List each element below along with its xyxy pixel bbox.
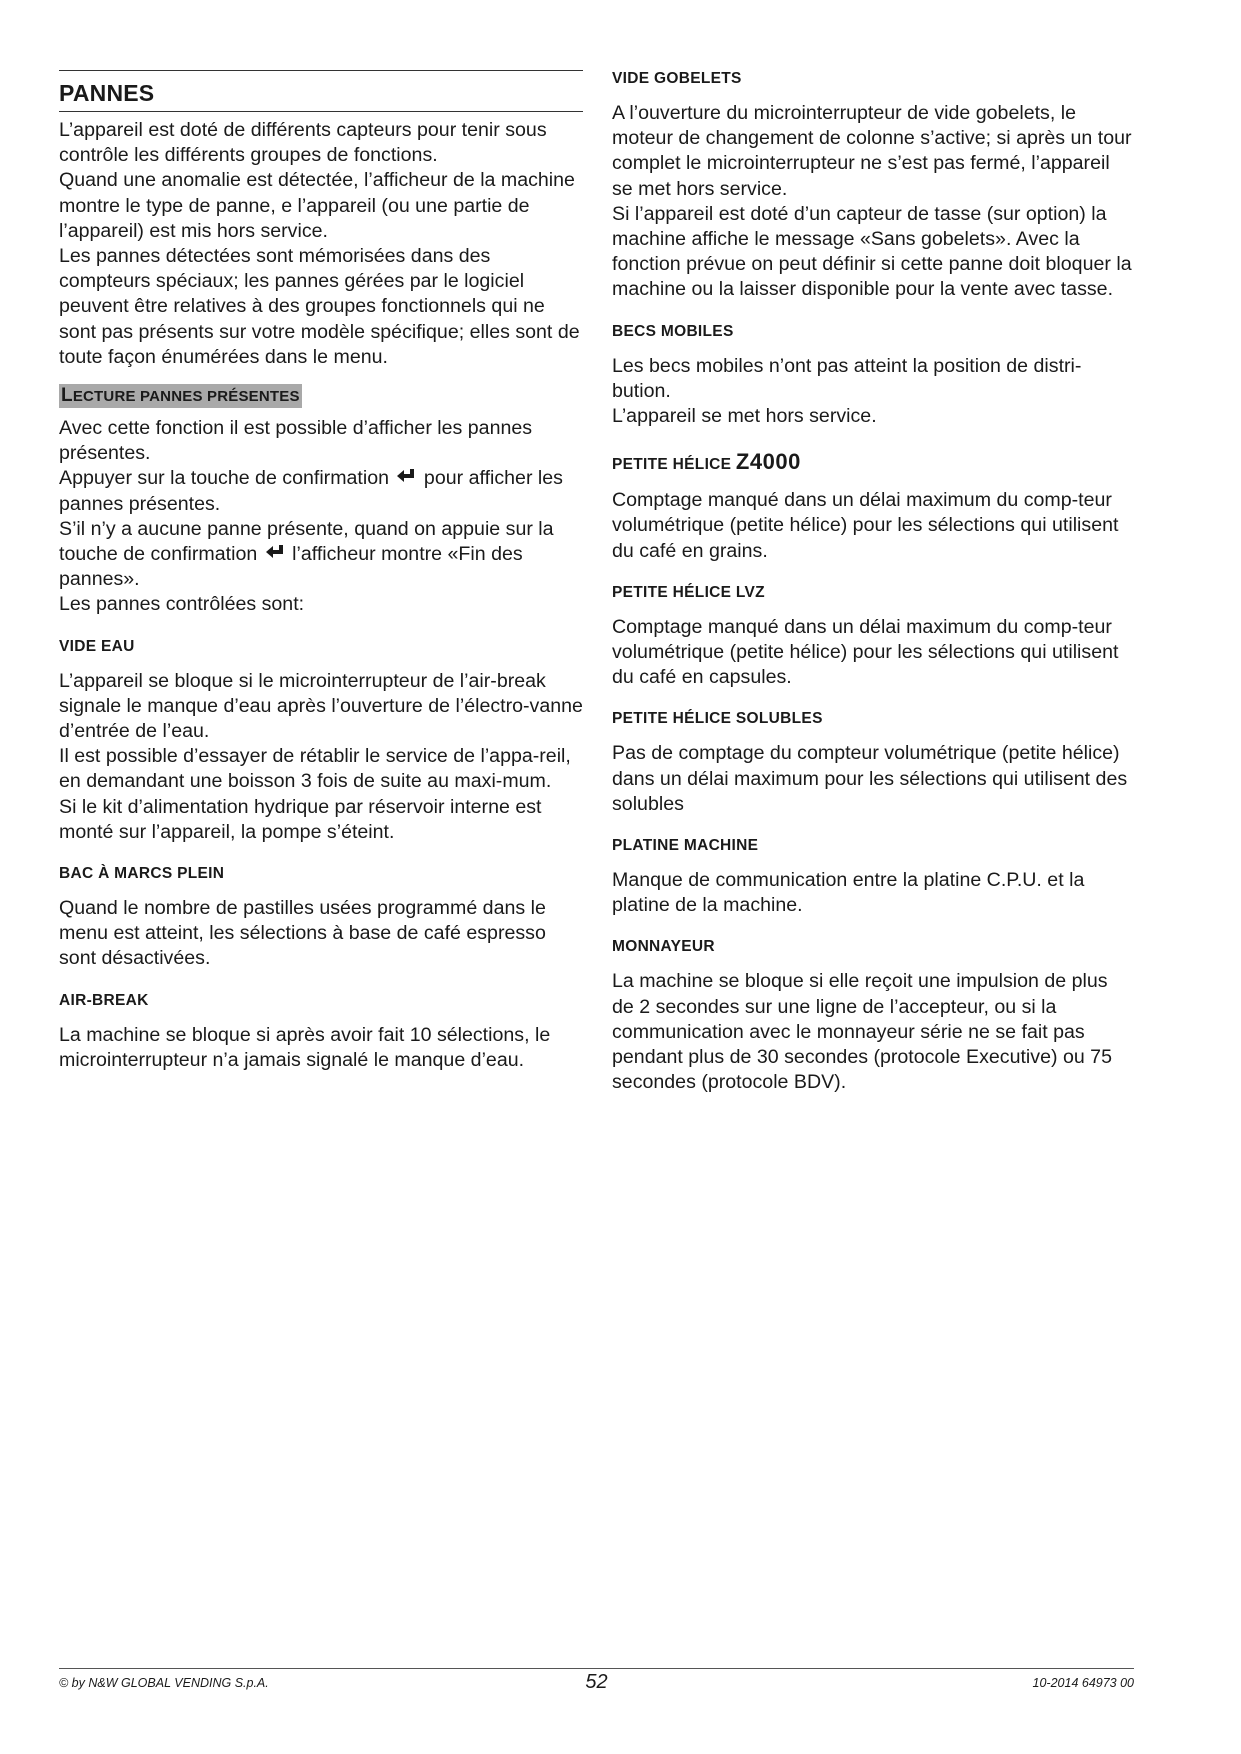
air-break-text: La machine se bloque si après avoir fait 10 sélections, le microinterrupteur n’a jamais signalé le manque d’eau. bbox=[59, 1023, 551, 1071]
vide-eau-paragraph-1: L’appareil se bloque si le microinterrupteur de l’air-break signale le manque d’eau après l’ouverture de l’électro-vanne d’entrée de l’eau. bbox=[59, 669, 583, 743]
intro-paragraph-2: Quand une anomalie est détectée, l’afficheur de la machine montre le type de panne, e l’appareil (ou une partie de l’appareil) est mis hors service. bbox=[59, 169, 575, 242]
vide-eau-paragraph-3: Si le kit d’alimentation hydrique par réservoir interne est monté sur l’appareil, la pompe s’éteint. bbox=[59, 795, 542, 843]
subheading-lecture-pannes: LECTURE PANNES PRÉSENTES bbox=[61, 385, 300, 407]
lecture-paragraph-4: Les pannes contrôlées sont: bbox=[59, 593, 305, 616]
intro-paragraph-3: Les pannes détectées sont mémorisées dans des compteurs spéciaux; les pannes gérées par le logiciel peuvent être relatives à des groupes fonctionnels qui ne sont pas présents sur votre modèle spécifique; elles sont de toute façon énumérées dans le menu. bbox=[59, 245, 580, 368]
platine-machine-text: Manque de communication entre la platine C.P.U. et la platine de la machine. bbox=[612, 869, 1085, 917]
page-footer bbox=[59, 1668, 1134, 1693]
vide-eau-paragraph-2: Il est possible d’essayer de rétablir le service de l’appa-reil, en demandant une boisson 3 fois de suite au maxi-mum. bbox=[59, 745, 571, 793]
petite-helice-lvz-text: Comptage manqué dans un délai maximum du comp-teur volumétrique (petite hélice) pour les sélections qui utilisent du café en capsules. bbox=[612, 615, 1119, 689]
model-z4000: Z4000 bbox=[735, 449, 801, 475]
heading-vide-eau: VIDE EAU bbox=[59, 637, 135, 655]
petite-helice-z4000-text: Comptage manqué dans un délai maximum du comp-teur volumétrique (petite hélice) pour les sélections qui utilisent du café en grains. bbox=[612, 489, 1119, 562]
vide-gobelets-paragraph-1: A l’ouverture du microinterrupteur de vide gobelets, le moteur de changement de colonne s’active; si après un tour complet le microinterrupteur ne s’est pas fermé, l’appareil se met hors service. bbox=[612, 102, 1132, 200]
petite-helice-solubles-text: Pas de comptage du compteur volumétrique (petite hélice) dans un délai maximum pour les sélections qui utilisent des solubles bbox=[612, 742, 1128, 815]
heading-platine-machine: PLATINE MACHINE bbox=[612, 837, 759, 855]
right-column bbox=[612, 70, 1134, 1095]
lecture-paragraph-1: Avec cette fonction il est possible d’afficher les pannes présentes. bbox=[59, 417, 533, 465]
monnayeur-text: La machine se bloque si elle reçoit une impulsion de plus de 2 secondes sur une ligne de l’accepteur, ou si la communication avec le monnayeur série ne se fait pas pendant plus de 30 secondes (protocole Executive) ou 75 secondes (protocole BDV). bbox=[612, 970, 1112, 1094]
heading-vide-gobelets: VIDE GOBELETS bbox=[612, 70, 742, 87]
page-number: 52 bbox=[585, 1671, 608, 1693]
heading-bac-marcs: BAC À MARCS PLEIN bbox=[59, 865, 225, 883]
becs-mobiles-paragraph-2: L’appareil se met hors service. bbox=[612, 405, 877, 428]
heading-monnayeur: MONNAYEUR bbox=[612, 938, 715, 956]
heading-petite-helice-solubles: PETITE HÉLICE SOLUBLES bbox=[612, 710, 823, 728]
becs-mobiles-paragraph-1: Les becs mobiles n’ont pas atteint la position de distri-bution. bbox=[612, 354, 1082, 402]
intro-paragraph-1: L’appareil est doté de différents capteurs pour tenir sous contrôle les différents groupes de fonctions. bbox=[59, 119, 547, 167]
heading-becs-mobiles: BECS MOBILES bbox=[612, 322, 734, 340]
bac-marcs-text: Quand le nombre de pastilles usées programmé dans le menu est atteint, les sélections à base de café espresso sont désactivées. bbox=[59, 897, 546, 970]
lecture-paragraph-3: S’il n’y a aucune panne présente, quand on appuie sur la touche de confirmation l’afficheur montre «Fin des pannes». bbox=[59, 517, 554, 591]
enter-key-icon bbox=[396, 468, 416, 486]
section-title-block bbox=[59, 70, 583, 112]
heading-petite-helice-lvz: PETITE HÉLICE LVZ bbox=[612, 583, 765, 601]
footer-copyright: © by N&W GLOBAL VENDING S.p.A. bbox=[59, 1676, 269, 1690]
heading-petite-helice-z4000: PETITE HÉLICE Z4000 bbox=[612, 449, 801, 475]
vide-gobelets-paragraph-2: Si l’appareil est doté d’un capteur de tasse (sur option) la machine affiche le message «Sans gobelets». Avec la fonction prévue on peut définir si cette panne doit bloquer la machine ou la laisser disponible pour la vente avec tasse. bbox=[612, 202, 1132, 301]
document-code: 10-2014 64973 00 bbox=[1032, 1676, 1134, 1690]
left-column bbox=[59, 70, 583, 1073]
page-title: PANNES bbox=[59, 80, 155, 106]
enter-key-icon bbox=[265, 544, 285, 562]
heading-air-break: AIR-BREAK bbox=[59, 991, 149, 1009]
lecture-paragraph-2: Appuyer sur la touche de confirmation pour afficher les pannes présentes. bbox=[59, 467, 563, 515]
